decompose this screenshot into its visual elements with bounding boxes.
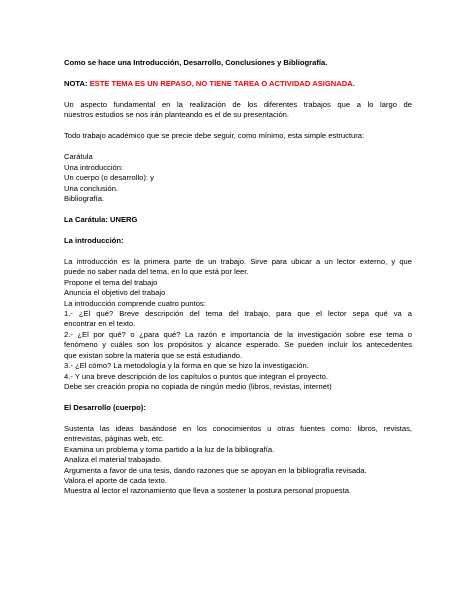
introduccion-line: Debe ser creación propia no copiada de ningún medio (libros, revistas, internet) [64, 381, 332, 391]
nota-label: NOTA: [64, 79, 88, 88]
document-page [64, 58, 412, 497]
introduccion-line: 3.- ¿El cómo? La metodología y la forma en que se hizo la investigación. [64, 361, 309, 371]
desarrollo-line: entrevistas, páginas web, etc. [64, 434, 165, 444]
nota-text: ESTE TEMA ES UN REPASO, NO TIENE TAREA O ACTIVIDAD ASIGNADA. [89, 79, 355, 88]
introduccion-line: Propone el tema del trabajo [64, 277, 158, 287]
structure-item: Carátula [64, 152, 93, 162]
introduccion-line: 2.- ¿El por qué? o ¿para qué? La razón e importancia de la investigación sobre ese tema o [64, 329, 412, 339]
introduccion-line: La introducción comprende cuatro puntos: [64, 298, 206, 308]
document-title: Como se hace una Introducción, Desarrollo, Conclusiones y Bibliografía. [64, 58, 328, 67]
intro-paragraph-line-1: Un aspecto fundamental en la realización de los diferentes trabajos que a lo largo de [64, 100, 412, 109]
nota-line [64, 79, 412, 89]
desarrollo-line: Muestra al lector el razonamiento que lleva a sostener la postura personal propuesta. [64, 486, 352, 496]
structure-item: Un cuerpo (o desarrollo): y [64, 173, 154, 183]
introduccion-line: encontrar en el texto. [64, 319, 136, 329]
introduccion-line: Anuncia el objetivo del trabajo [64, 288, 166, 298]
structure-intro: Todo trabajo académico que se precie debe seguir, como mínimo, esta simple estructura: [64, 131, 365, 141]
introduccion-line: 4.- Y una breve descripción de los capítulos o puntos que integran el proyecto. [64, 371, 328, 381]
desarrollo-line: Valora el aporte de cada texto. [64, 475, 167, 485]
structure-item: Una introducción: [64, 162, 124, 172]
desarrollo-line: Argumenta a favor de una tesis, dando razones que se apoyan en la bibliografía revisada. [64, 465, 367, 475]
desarrollo-line: Examina un problema y toma partido a la luz de la bibliografía. [64, 444, 275, 454]
structure-item: Una conclusión. [64, 183, 119, 193]
desarrollo-heading: El Desarrollo (cuerpo): [64, 402, 146, 412]
caratula-heading: La Carátula: UNERG [64, 215, 138, 225]
introduccion-line: que existan sobre la materia que se está estudiando. [64, 350, 243, 360]
introduccion-line: fenómeno y cuáles son los propósitos y alcance esperado. Se pueden incluir los antecedentes [64, 340, 412, 350]
introduccion-line: puede no saber nada del tema, en lo que está por leer. [64, 267, 249, 277]
structure-item: Bibliografía. [64, 194, 105, 204]
intro-paragraph-line-2: nuestros estudios se nos irán planteando es el de su presentación. [64, 110, 290, 120]
introduccion-line: 1.- ¿El qué? Breve descripción del tema del trabajo, para que el lector sepa qué va a [64, 309, 412, 319]
introduccion-heading: La introducción: [64, 236, 124, 246]
desarrollo-line: Sustenta las ideas basándose en los conocimientos u otras fuentes como: libros, revistas, [64, 423, 412, 433]
desarrollo-line: Analiza el material trabajado. [64, 455, 162, 465]
introduccion-line: La introducción es la primera parte de un trabajo. Sirve para ubicar a un lector externo, y que [64, 257, 412, 267]
